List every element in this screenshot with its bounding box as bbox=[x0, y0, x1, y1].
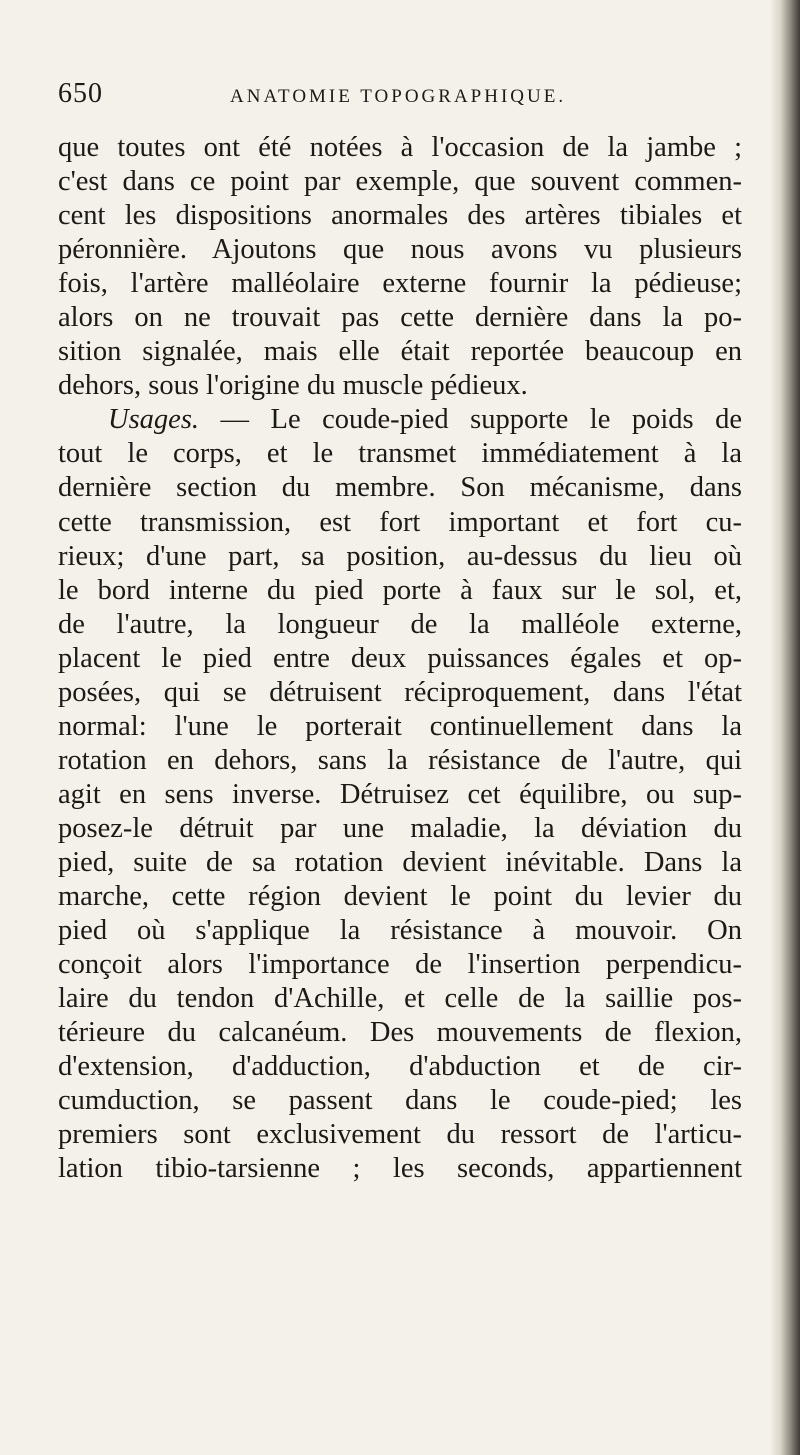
text-line: sition signalée, mais elle était reportée beaucoup en bbox=[58, 336, 742, 368]
text-line: alors on ne trouvait pas cette dernière dans la po- bbox=[58, 302, 742, 334]
text-line: térieure du calcanéum. Des mouvements de flexion, bbox=[58, 1017, 742, 1049]
body-text bbox=[58, 131, 742, 1186]
text-line: lation tibio-tarsienne ; les seconds, appartiennent bbox=[58, 1153, 742, 1185]
text-line: posez-le détruit par une maladie, la déviation du bbox=[58, 812, 742, 844]
usages-heading: Usages. bbox=[108, 404, 200, 436]
text-line: premiers sont exclusivement du ressort de l'articu- bbox=[58, 1119, 742, 1151]
text-line: placent le pied entre deux puissances égales et op- bbox=[58, 642, 742, 674]
page-number: 650 bbox=[58, 78, 103, 109]
text-line: cette transmission, est fort important et fort cu- bbox=[58, 506, 742, 538]
text-line: rieux; d'une part, sa position, au-dessus du lieu où bbox=[58, 540, 742, 572]
text-line: de l'autre, la longueur de la malléole externe, bbox=[58, 608, 742, 640]
text-line: posées, qui se détruisent réciproquement, dans l'état bbox=[58, 676, 742, 708]
usages-first-line: — Le coude-pied supporte le poids de bbox=[220, 404, 742, 436]
text-line: fois, l'artère malléolaire externe fournir la pédieuse; bbox=[58, 268, 742, 300]
text-line: le bord interne du pied porte à faux sur le sol, et, bbox=[58, 574, 742, 606]
usages-paragraph-start bbox=[58, 403, 742, 437]
text-line: conçoit alors l'importance de l'insertion perpendicu- bbox=[58, 949, 742, 981]
text-line: pied où s'applique la résistance à mouvoir. On bbox=[58, 915, 742, 947]
page-header bbox=[58, 78, 758, 122]
text-line: laire du tendon d'Achille, et celle de la saillie pos- bbox=[58, 983, 742, 1015]
text-line: pied, suite de sa rotation devient inévitable. Dans la bbox=[58, 846, 742, 878]
text-line: dehors, sous l'origine du muscle pédieux. bbox=[58, 370, 528, 402]
text-line: c'est dans ce point par exemple, que souvent commen- bbox=[58, 166, 742, 198]
text-line: tout le corps, et le transmet immédiatement à la bbox=[58, 438, 742, 470]
text-line: cent les dispositions anormales des artères tibiales et bbox=[58, 200, 742, 232]
text-line: normal: l'une le porterait continuellement dans la bbox=[58, 710, 742, 742]
text-line: rotation en dehors, sans la résistance de l'autre, qui bbox=[58, 744, 742, 776]
page-binding-shadow bbox=[770, 0, 800, 1455]
text-line: agit en sens inverse. Détruisez cet équilibre, ou sup- bbox=[58, 778, 742, 810]
text-line: cumduction, se passent dans le coude-pied; les bbox=[58, 1085, 742, 1117]
text-line: d'extension, d'adduction, d'abduction et de cir- bbox=[58, 1051, 742, 1083]
text-line: que toutes ont été notées à l'occasion de la jambe ; bbox=[58, 132, 742, 163]
text-line: péronnière. Ajoutons que nous avons vu plusieurs bbox=[58, 234, 742, 266]
running-title: ANATOMIE TOPOGRAPHIQUE. bbox=[230, 86, 567, 107]
text-line: marche, cette région devient le point du levier du bbox=[58, 881, 742, 913]
text-line: dernière section du membre. Son mécanisme, dans bbox=[58, 472, 742, 504]
